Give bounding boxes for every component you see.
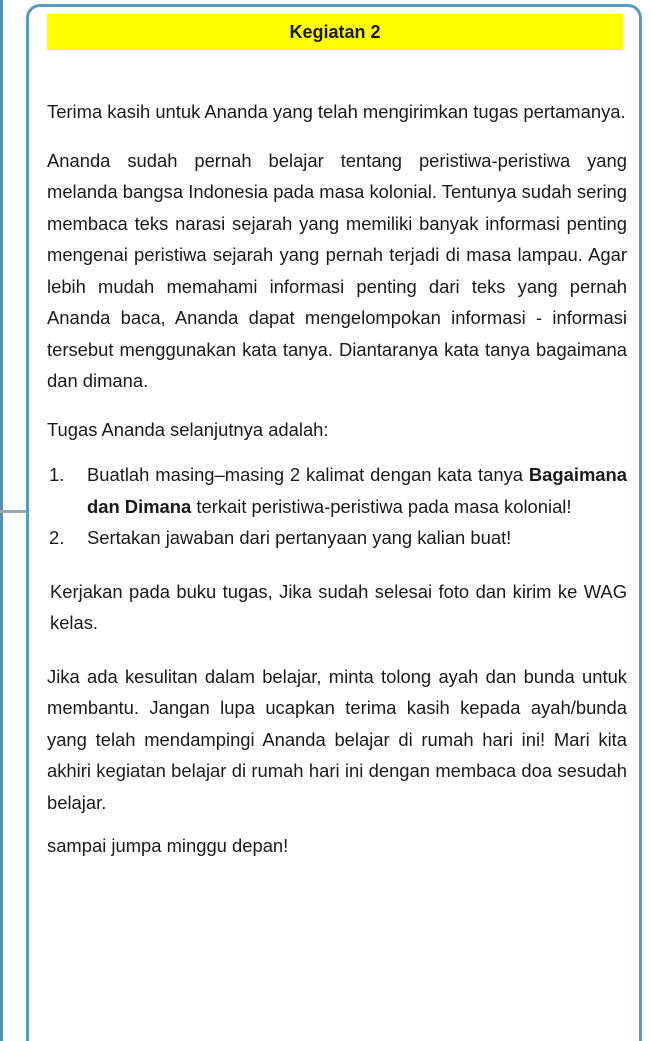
task-item xyxy=(47,459,627,522)
left-connector-line xyxy=(0,510,26,513)
task-number: 2. xyxy=(49,527,65,548)
task-text-after: terkait peristiwa-peristiwa pada masa kolonial! xyxy=(191,495,572,517)
closing-paragraph: Jika ada kesulitan dalam belajar, minta tolong ayah dan bunda untuk membantu. Jangan lupa ucapkan terima kasih kepada ayah/bunda yang telah mendampingi Ananda belajar di rumah hari ini! Mari kita akhiri kegiatan belajar di rumah hari ini dengan membaca doa sesudah belajar. xyxy=(47,665,627,813)
instruction-paragraph: Kerjakan pada buku tugas, Jika sudah selesai foto dan kirim ke WAG kelas. xyxy=(50,580,627,633)
task-list xyxy=(47,459,627,554)
task-number: 1. xyxy=(49,464,65,485)
task-intro: Tugas Ananda selanjutnya adalah: xyxy=(47,418,329,440)
activity-content xyxy=(47,96,627,862)
task-text: Sertakan jawaban dari pertanyaan yang kalian buat! xyxy=(87,527,512,548)
thanks-paragraph: Terima kasih untuk Ananda yang telah mengirimkan tugas pertamanya. xyxy=(47,101,626,122)
activity-title: Kegiatan 2 xyxy=(47,14,623,50)
intro-paragraph: Ananda sudah pernah belajar tentang peristiwa-peristiwa yang melanda bangsa Indonesia pada masa kolonial. Tentunya sudah sering membaca teks narasi sejarah yang memiliki banyak informasi penting mengenai peristiwa sejarah yang pernah terjadi di masa lampau. Agar lebih mudah memahami informasi penting dari teks yang pernah Ananda baca, Ananda dapat mengelompokan informasi - informasi tersebut menggunakan kata tanya. Diantaranya kata tanya bagaimana dan dimana. xyxy=(47,149,627,391)
task-item xyxy=(47,522,627,554)
task-text: Buatlah masing–masing 2 kalimat dengan kata tanya xyxy=(87,464,529,485)
left-border-line xyxy=(0,0,3,1041)
task-bold-text: Bagaimana dan Dimana xyxy=(87,464,627,517)
farewell-text: sampai jumpa minggu depan! xyxy=(47,835,289,856)
